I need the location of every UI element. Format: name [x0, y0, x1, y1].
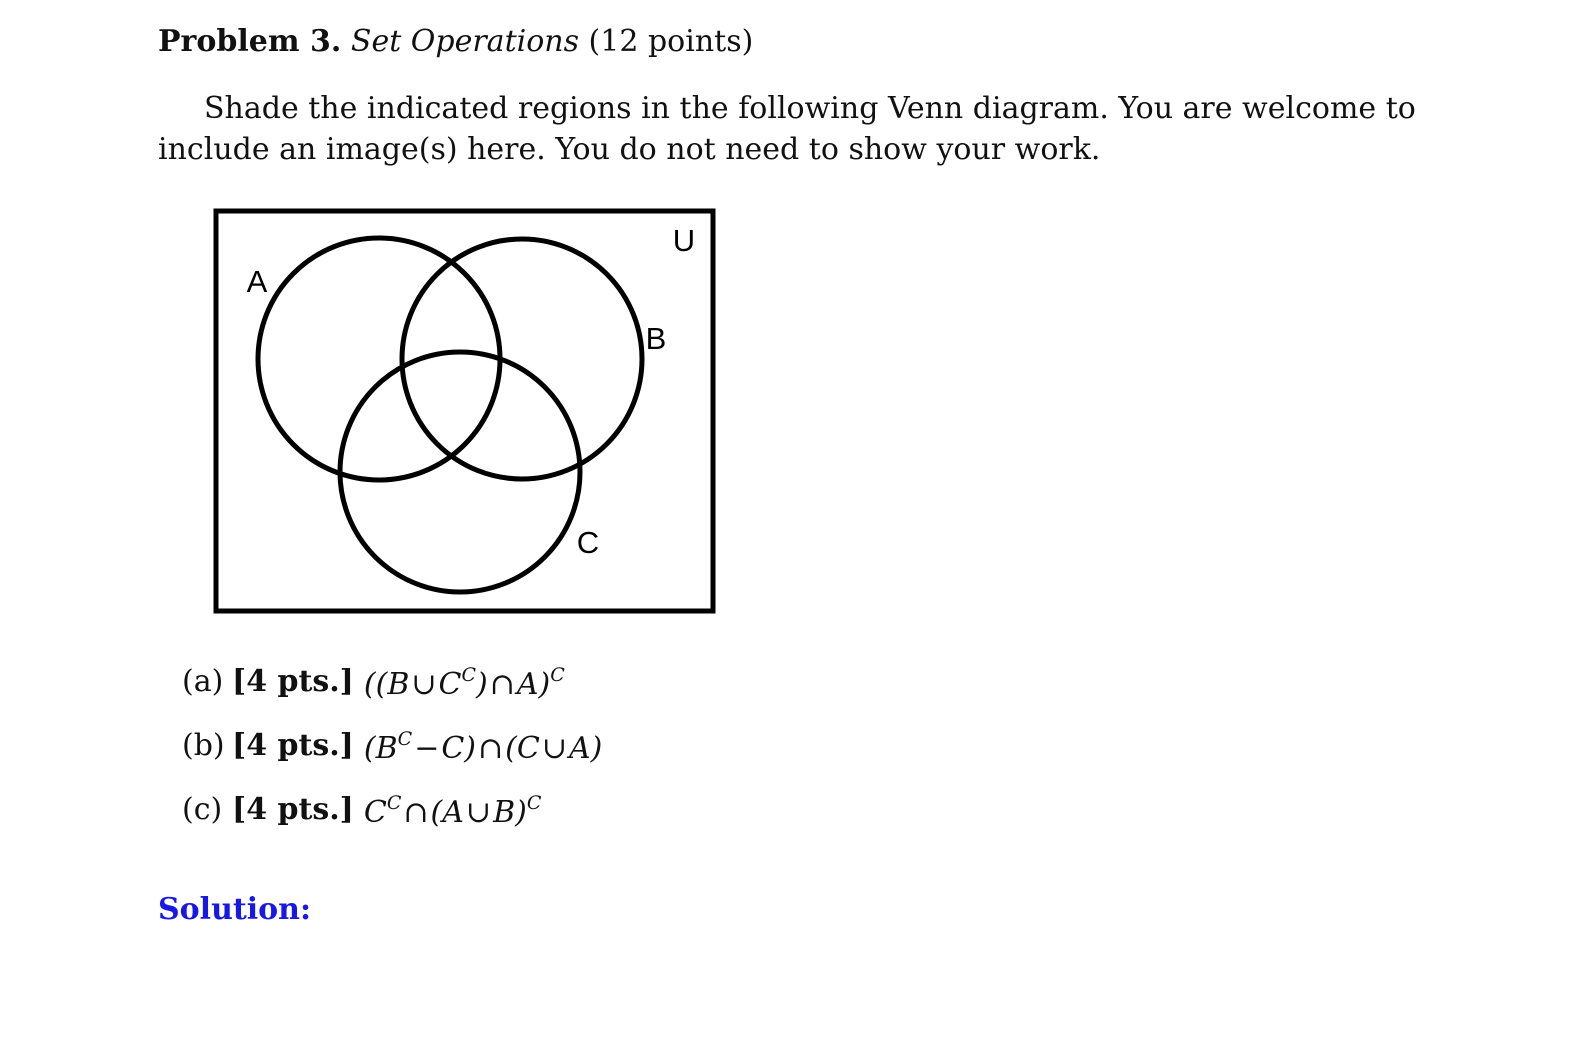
- problem-name: Set Operations: [350, 24, 579, 59]
- problem-points: (12 points): [588, 24, 754, 59]
- part-points: [4 pts.]: [232, 792, 354, 827]
- part-expression: $(B^C-C)\cap(C\cup A)$: [363, 728, 603, 766]
- list-item: [182, 728, 602, 792]
- problem-title: [158, 24, 753, 59]
- part-points: [4 pts.]: [232, 664, 354, 699]
- solution-label: Solution:: [158, 892, 312, 927]
- part-expression: $((B\cup C^C)\cap A)^C$: [363, 664, 565, 702]
- problem-number: Problem 3.: [158, 24, 342, 59]
- part-label: (c): [182, 792, 223, 827]
- label-a: A: [246, 264, 268, 299]
- list-item: [182, 792, 602, 856]
- venn-diagram: [210, 204, 730, 622]
- list-item: [182, 664, 602, 728]
- label-c: C: [576, 525, 600, 560]
- label-b: B: [645, 321, 667, 356]
- circle-a: [258, 238, 500, 480]
- instructions-paragraph: Shade the indicated regions in the following Venn diagram. You are welcome to include an image(s) here. You do not need to show your work.: [158, 91, 1416, 167]
- circle-c: [340, 352, 580, 592]
- circle-b: [402, 239, 642, 479]
- part-label: (a): [182, 664, 224, 699]
- label-universe: U: [672, 223, 696, 258]
- part-expression: $C^C\cap(A\cup B)^C$: [363, 792, 542, 830]
- part-label: (b): [182, 728, 225, 763]
- part-points: [4 pts.]: [232, 728, 354, 763]
- parts-list: [182, 664, 602, 856]
